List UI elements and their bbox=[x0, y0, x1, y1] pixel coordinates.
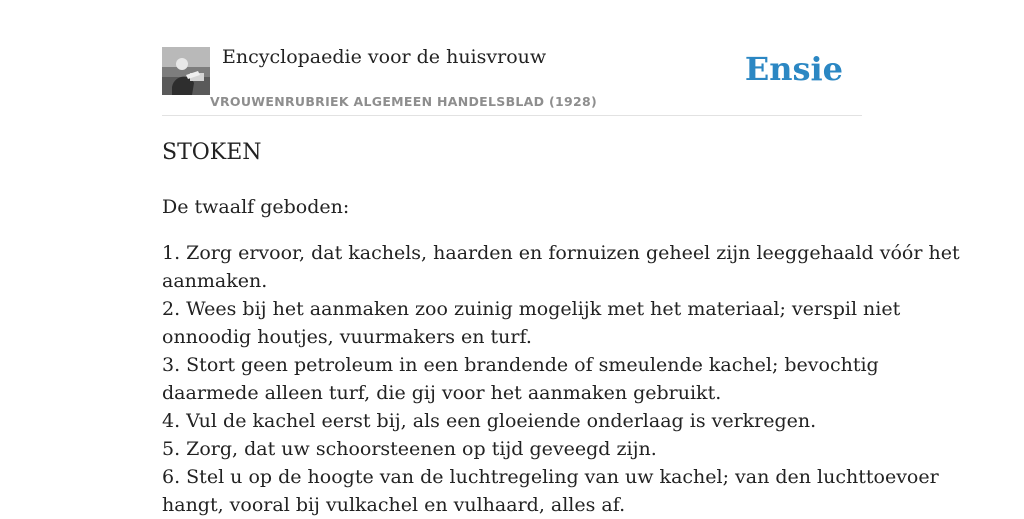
article-title: STOKEN bbox=[162, 140, 262, 165]
rule-line: 6. Stel u op de hoogte van de luchtregeling van uw kachel; van den luchttoevoer bbox=[162, 466, 939, 488]
brand-logo-link[interactable]: Ensie bbox=[744, 50, 843, 88]
avatar-photo-icon bbox=[162, 47, 210, 95]
rule-line: 2. Wees bij het aanmaken zoo zuinig mogelijk met het materiaal; verspil niet bbox=[162, 298, 901, 320]
site-subtitle: VROUWENRUBRIEK ALGEMEEN HANDELSBLAD (1928) bbox=[210, 94, 597, 109]
page bbox=[162, 0, 960, 516]
rule-line: 4. Vul de kachel eerst bij, als een gloeiende onderlaag is verkregen. bbox=[162, 410, 817, 432]
article-intro: De twaalf geboden: bbox=[162, 196, 350, 218]
rule-line: onnoodig houtjes, vuurmakers en turf. bbox=[162, 326, 532, 348]
site-title-link[interactable]: Encyclopaedie voor de huisvrouw bbox=[222, 46, 547, 68]
rule-line: 5. Zorg, dat uw schoorsteenen op tijd geveegd zijn. bbox=[162, 438, 657, 460]
rule-line: 1. Zorg ervoor, dat kachels, haarden en fornuizen geheel zijn leeggehaald vóór het bbox=[162, 242, 960, 264]
rule-line: daarmede alleen turf, die gij voor het aanmaken gebruikt. bbox=[162, 382, 722, 404]
rule-line: hangt, vooral bij vulkachel en vulhaard, alles af. bbox=[162, 494, 626, 516]
rule-line: 3. Stort geen petroleum in een brandende of smeulende kachel; bevochtig bbox=[162, 354, 879, 376]
rule-line: aanmaken. bbox=[162, 270, 268, 292]
article-rules bbox=[162, 239, 960, 519]
author-avatar[interactable] bbox=[162, 47, 210, 95]
site-header bbox=[162, 0, 862, 116]
